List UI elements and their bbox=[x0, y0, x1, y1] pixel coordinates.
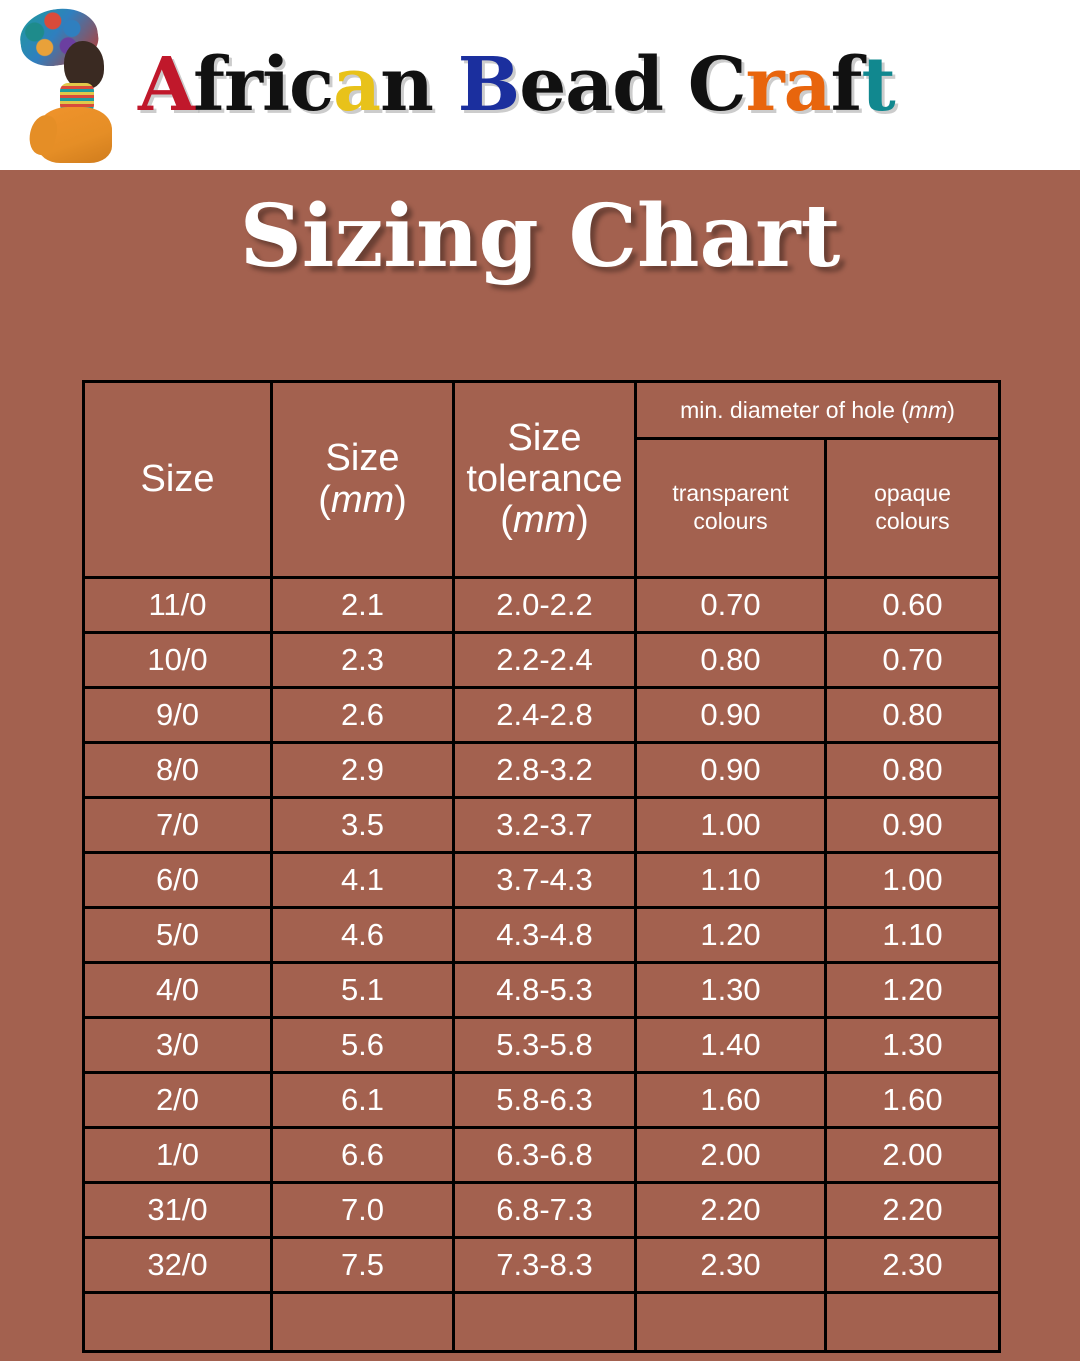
table-row bbox=[84, 1018, 1000, 1073]
cell-size: 8/0 bbox=[84, 743, 272, 798]
cell-size-mm bbox=[272, 1293, 454, 1352]
cell-tolerance: 2.4-2.8 bbox=[454, 688, 636, 743]
cell-opaque: 1.10 bbox=[826, 908, 1000, 963]
cell-tolerance: 3.2-3.7 bbox=[454, 798, 636, 853]
cell-transparent: 1.60 bbox=[636, 1073, 826, 1128]
wordmark-part: ea bbox=[519, 42, 613, 128]
wordmark-part: a bbox=[783, 42, 831, 128]
header-paren-open: ( bbox=[318, 478, 331, 521]
cell-size: 6/0 bbox=[84, 853, 272, 908]
brand-wordmark bbox=[138, 42, 895, 128]
cell-size: 11/0 bbox=[84, 578, 272, 633]
cell-size: 7/0 bbox=[84, 798, 272, 853]
cell-transparent: 2.00 bbox=[636, 1128, 826, 1183]
wordmark-part: B bbox=[457, 42, 520, 128]
header-line: opaque bbox=[874, 480, 951, 507]
cell-opaque: 0.90 bbox=[826, 798, 1000, 853]
column-header-size-mm bbox=[272, 382, 454, 578]
wordmark-space bbox=[663, 42, 688, 128]
wordmark-part: C bbox=[687, 42, 746, 128]
table-row bbox=[84, 743, 1000, 798]
cell-opaque: 2.30 bbox=[826, 1238, 1000, 1293]
cell-transparent: 1.10 bbox=[636, 853, 826, 908]
cell-opaque: 0.60 bbox=[826, 578, 1000, 633]
column-header-size: Size bbox=[84, 382, 272, 578]
cell-size-mm: 2.3 bbox=[272, 633, 454, 688]
wordmark-part: f bbox=[830, 42, 862, 128]
table-row bbox=[84, 1293, 1000, 1352]
cell-tolerance: 3.7-4.3 bbox=[454, 853, 636, 908]
cell-tolerance: 4.3-4.8 bbox=[454, 908, 636, 963]
cell-opaque: 1.60 bbox=[826, 1073, 1000, 1128]
cell-tolerance: 6.3-6.8 bbox=[454, 1128, 636, 1183]
header-paren-close: ) bbox=[576, 499, 589, 542]
cell-tolerance: 7.3-8.3 bbox=[454, 1238, 636, 1293]
african-woman-figure-icon bbox=[12, 3, 132, 168]
wordmark-part: r bbox=[745, 42, 784, 128]
group-header-unit: mm bbox=[908, 396, 948, 423]
header-line: transparent bbox=[672, 480, 789, 507]
cell-size-mm: 6.1 bbox=[272, 1073, 454, 1128]
column-header-transparent-colours bbox=[636, 439, 826, 578]
wordmark-space bbox=[433, 42, 458, 128]
header-line: Size bbox=[507, 416, 582, 459]
cell-opaque: 0.80 bbox=[826, 688, 1000, 743]
column-header-size-tolerance bbox=[454, 382, 636, 578]
cell-size: 1/0 bbox=[84, 1128, 272, 1183]
cell-tolerance: 6.8-7.3 bbox=[454, 1183, 636, 1238]
sizing-table bbox=[82, 380, 1001, 1353]
page-title: Sizing Chart bbox=[239, 186, 841, 287]
cell-opaque: 2.00 bbox=[826, 1128, 1000, 1183]
table-row bbox=[84, 578, 1000, 633]
header-paren-close: ) bbox=[394, 478, 407, 521]
table-row bbox=[84, 798, 1000, 853]
cell-size-mm: 7.0 bbox=[272, 1183, 454, 1238]
cell-size: 9/0 bbox=[84, 688, 272, 743]
column-header-opaque-colours bbox=[826, 439, 1000, 578]
cell-size: 10/0 bbox=[84, 633, 272, 688]
cell-size-mm: 4.6 bbox=[272, 908, 454, 963]
cell-size-mm: 6.6 bbox=[272, 1128, 454, 1183]
cell-size-mm: 2.9 bbox=[272, 743, 454, 798]
cell-tolerance: 5.3-5.8 bbox=[454, 1018, 636, 1073]
header-unit: mm bbox=[512, 499, 577, 542]
cell-size-mm: 3.5 bbox=[272, 798, 454, 853]
cell-opaque: 1.30 bbox=[826, 1018, 1000, 1073]
group-header-suffix: ) bbox=[947, 396, 955, 423]
cell-tolerance: 2.8-3.2 bbox=[454, 743, 636, 798]
table-row bbox=[84, 1128, 1000, 1183]
cell-transparent: 2.20 bbox=[636, 1183, 826, 1238]
table-row bbox=[84, 853, 1000, 908]
column-group-header-hole-diameter bbox=[636, 382, 1000, 439]
header-line: colours bbox=[875, 508, 950, 534]
cell-tolerance: 4.8-5.3 bbox=[454, 963, 636, 1018]
header-line: colours bbox=[693, 508, 768, 534]
wordmark-part: fric bbox=[193, 42, 334, 128]
header-line: Size bbox=[325, 437, 400, 480]
cell-size-mm: 2.1 bbox=[272, 578, 454, 633]
sizing-chart bbox=[82, 380, 998, 1353]
table-row bbox=[84, 1183, 1000, 1238]
cell-size: 31/0 bbox=[84, 1183, 272, 1238]
cell-size: 32/0 bbox=[84, 1238, 272, 1293]
cell-transparent bbox=[636, 1293, 826, 1352]
cell-tolerance: 2.2-2.4 bbox=[454, 633, 636, 688]
cell-size: 2/0 bbox=[84, 1073, 272, 1128]
cell-opaque: 2.20 bbox=[826, 1183, 1000, 1238]
table-row bbox=[84, 688, 1000, 743]
cell-opaque: 1.00 bbox=[826, 853, 1000, 908]
cell-opaque bbox=[826, 1293, 1000, 1352]
cell-size: 3/0 bbox=[84, 1018, 272, 1073]
cell-transparent: 1.00 bbox=[636, 798, 826, 853]
cell-opaque: 0.80 bbox=[826, 743, 1000, 798]
cell-opaque: 1.20 bbox=[826, 963, 1000, 1018]
cell-transparent: 0.70 bbox=[636, 578, 826, 633]
table-body bbox=[84, 578, 1000, 1352]
wordmark-part: a bbox=[333, 42, 381, 128]
group-header-prefix: min. diameter of hole ( bbox=[680, 396, 909, 423]
table-row bbox=[84, 963, 1000, 1018]
cell-transparent: 1.30 bbox=[636, 963, 826, 1018]
cell-size-mm: 2.6 bbox=[272, 688, 454, 743]
cell-transparent: 2.30 bbox=[636, 1238, 826, 1293]
cell-transparent: 1.40 bbox=[636, 1018, 826, 1073]
cell-size-mm: 5.1 bbox=[272, 963, 454, 1018]
cell-size bbox=[84, 1293, 272, 1352]
table-header-row-1 bbox=[84, 382, 1000, 439]
header-line: tolerance bbox=[466, 457, 623, 500]
wordmark-part: d bbox=[612, 42, 663, 128]
cell-size-mm: 5.6 bbox=[272, 1018, 454, 1073]
cell-size-mm: 4.1 bbox=[272, 853, 454, 908]
cell-tolerance bbox=[454, 1293, 636, 1352]
cell-tolerance: 2.0-2.2 bbox=[454, 578, 636, 633]
header-unit: mm bbox=[330, 478, 395, 521]
cell-size: 4/0 bbox=[84, 963, 272, 1018]
wordmark-part: A bbox=[138, 42, 194, 128]
table-row bbox=[84, 1238, 1000, 1293]
header-paren-open: ( bbox=[500, 499, 513, 542]
face-icon bbox=[64, 41, 104, 89]
cell-transparent: 1.20 bbox=[636, 908, 826, 963]
cell-size-mm: 7.5 bbox=[272, 1238, 454, 1293]
cell-size: 5/0 bbox=[84, 908, 272, 963]
cell-tolerance: 5.8-6.3 bbox=[454, 1073, 636, 1128]
wordmark-part: t bbox=[861, 42, 895, 128]
table-row bbox=[84, 633, 1000, 688]
brand-header bbox=[0, 0, 1080, 170]
table-row bbox=[84, 1073, 1000, 1128]
cell-opaque: 0.70 bbox=[826, 633, 1000, 688]
cell-transparent: 0.90 bbox=[636, 743, 826, 798]
cell-transparent: 0.90 bbox=[636, 688, 826, 743]
table-header bbox=[84, 382, 1000, 578]
wordmark-part: n bbox=[380, 42, 433, 128]
table-row bbox=[84, 908, 1000, 963]
cell-transparent: 0.80 bbox=[636, 633, 826, 688]
